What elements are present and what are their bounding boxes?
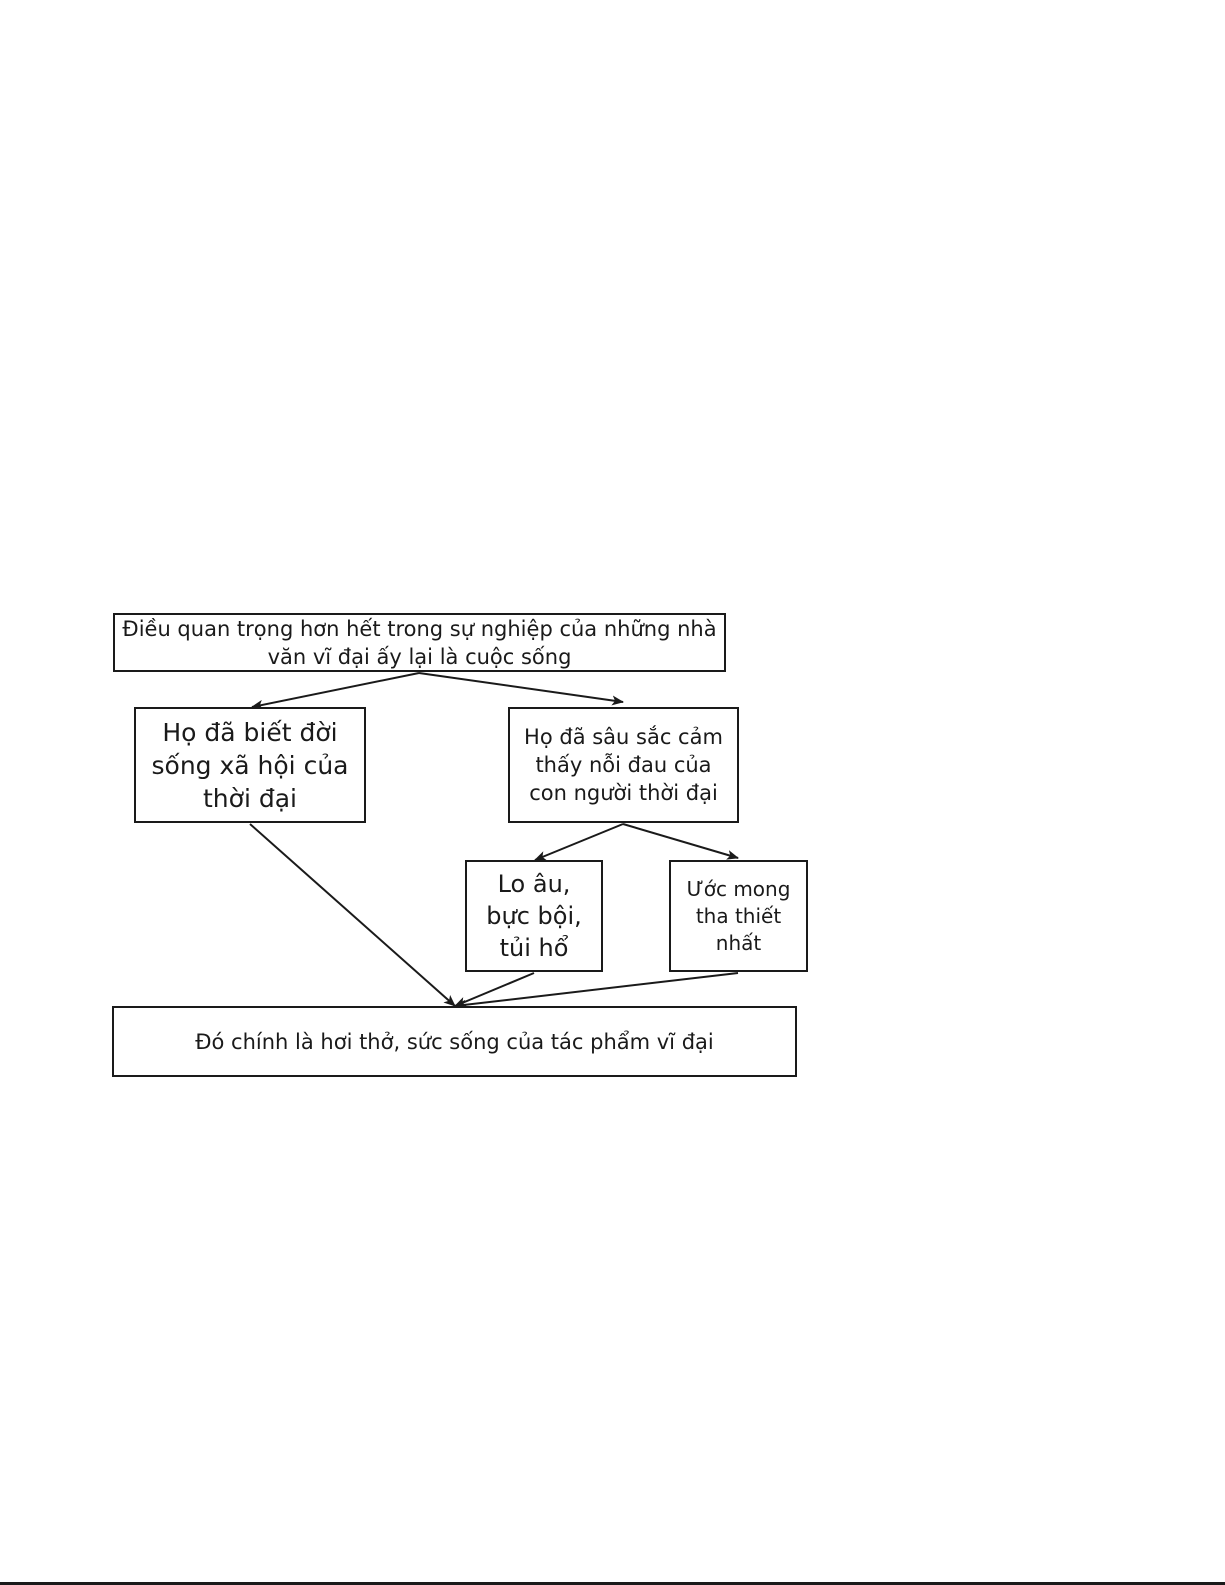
arrow-wish-to-bottom [455,973,738,1006]
arrow-left-to-bottom [250,824,455,1006]
node-wish-label: Ước mong tha thiết nhất [686,876,791,955]
arrow-right-to-wish [623,824,738,858]
node-top-cuoc-song [113,613,726,672]
node-top-label: Điều quan trọng hơn hết trong sự nghiệp của những nhà văn vĩ đại ấy lại là cuộc sống [122,616,717,669]
node-bottom-hoi-tho [112,1006,797,1077]
node-right-label: Họ đã sâu sắc cảm thấy nỗi đau của con người thời đại [524,725,723,805]
node-uoc-mong [669,860,808,972]
node-biet-doi-song [134,707,366,823]
arrow-top-to-left [252,673,419,707]
node-bottom-label: Đó chính là hơi thở, sức sống của tác phẩm vĩ đại [195,1029,714,1054]
arrow-top-to-right [419,673,623,702]
node-lo-au [465,860,603,972]
node-noi-dau [508,707,739,823]
node-worry-label: Lo âu, bực bội, tủi hổ [486,870,582,962]
arrow-right-to-worry [535,824,623,860]
node-left-label: Họ đã biết đời sống xã hội của thời đại [151,717,349,813]
